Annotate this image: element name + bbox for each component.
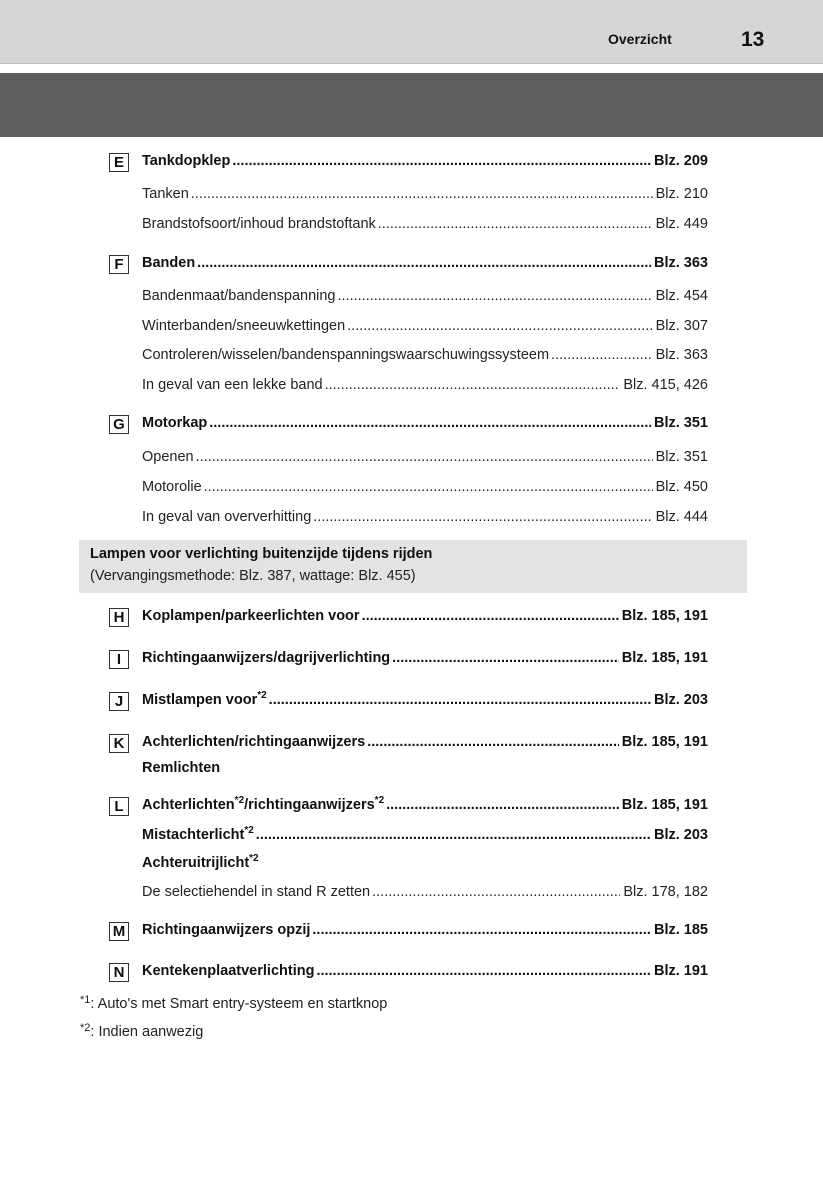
entry-label: Bandenmaat/bandenspanning <box>142 288 336 304</box>
index-entry-achterlichten-opt[interactable] <box>142 797 708 817</box>
letter-badge-n: N <box>109 963 129 982</box>
letter-badge-k: K <box>109 734 129 753</box>
letter-badge-l: L <box>109 797 129 816</box>
index-entry-remlichten[interactable]: Remlichten <box>142 760 221 776</box>
entry-page: Blz. 191 <box>654 963 708 979</box>
letter-badge-h: H <box>109 608 129 627</box>
footnote-text: : Auto's met Smart entry-systeem en startknop <box>90 996 388 1012</box>
footnote-mark: *1 <box>80 994 91 1006</box>
entry-label: Tanken <box>142 186 189 202</box>
entry-label: Tankdopklep <box>142 153 231 169</box>
index-entry-banden[interactable] <box>142 255 708 275</box>
index-subentry[interactable] <box>142 216 708 236</box>
footnote-ref: *2 <box>234 795 245 806</box>
page-header <box>0 0 823 64</box>
entry-page: Blz. 185, 191 <box>621 797 708 813</box>
entry-page: Blz. 203 <box>654 692 708 708</box>
entry-label: Motorkap <box>142 415 208 431</box>
entry-label-b: /richtingaanwijzers <box>244 797 375 813</box>
letter-badge-g: G <box>109 415 129 434</box>
entry-page: Blz. 351 <box>654 415 708 431</box>
footnote <box>80 994 387 1012</box>
entry-label: Achteruitrijlicht <box>142 855 250 871</box>
index-entry-tankdopklep[interactable] <box>142 153 708 173</box>
entry-page: Blz. 449 <box>655 216 708 232</box>
index-entry-koplampen[interactable] <box>142 608 708 628</box>
entry-page: Blz. 210 <box>655 186 708 202</box>
footnote-ref: *2 <box>244 825 254 836</box>
footnote-ref: *2 <box>257 690 267 701</box>
lamps-section-header <box>79 540 747 593</box>
footnote-ref: *2 <box>374 795 385 806</box>
entry-page: Blz. 415, 426 <box>623 377 708 393</box>
entry-page: Blz. 363 <box>655 347 708 363</box>
entry-page: Blz. 363 <box>654 255 708 271</box>
entry-label: Richtingaanwijzers/dagrijverlichting <box>142 650 391 666</box>
entry-label: Mistachterlicht <box>142 827 245 843</box>
lamps-title: Lampen voor verlichting buitenzijde tijdens rijden <box>90 546 433 562</box>
entry-page: Blz. 185, 191 <box>621 734 708 750</box>
letter-badge-e: E <box>109 153 129 172</box>
entry-label: Koplampen/parkeerlichten voor <box>142 608 360 624</box>
index-entry-richtingaanwijzers[interactable] <box>142 650 708 670</box>
entry-page: Blz. 454 <box>655 288 708 304</box>
index-subentry[interactable] <box>142 449 708 469</box>
footnote-text: : Indien aanwezig <box>90 1024 204 1040</box>
footnote-mark: *2 <box>80 1022 91 1034</box>
entry-label: Motorolie <box>142 479 202 495</box>
index-entry-mistlampen[interactable] <box>142 692 708 712</box>
letter-badge-j: J <box>109 692 129 711</box>
index-entry-achterlichten[interactable] <box>142 734 708 754</box>
index-subentry[interactable] <box>142 509 708 529</box>
entry-page: Blz. 185, 191 <box>621 608 708 624</box>
footnote-ref: *2 <box>249 853 259 864</box>
header-band <box>0 73 823 137</box>
letter-badge-m: M <box>109 922 129 941</box>
section-title: Overzicht <box>608 31 672 47</box>
index-subentry[interactable] <box>142 377 708 397</box>
letter-badge-i: I <box>109 650 129 669</box>
entry-label: Achterlichten/richtingaanwijzers <box>142 734 366 750</box>
index-subentry[interactable] <box>142 288 708 308</box>
index-subentry[interactable] <box>142 347 708 367</box>
entry-label: In geval van oververhitting <box>142 509 312 525</box>
entry-label: Winterbanden/sneeuwkettingen <box>142 318 346 334</box>
index-entry-richtingaanwijzers-opzij[interactable] <box>142 922 708 942</box>
entry-page: Blz. 203 <box>654 827 708 843</box>
entry-page: Blz. 185, 191 <box>621 650 708 666</box>
entry-label: Openen <box>142 449 194 465</box>
entry-label: Mistlampen voor <box>142 692 258 708</box>
index-entry-mistachterlicht[interactable] <box>142 827 708 847</box>
entry-label: De selectiehendel in stand R zetten <box>142 884 371 900</box>
entry-page: Blz. 351 <box>655 449 708 465</box>
entry-page: Blz. 307 <box>655 318 708 334</box>
index-subentry[interactable] <box>142 479 708 499</box>
entry-page: Blz. 185 <box>654 922 708 938</box>
entry-label: Brandstofsoort/inhoud brandstoftank <box>142 216 376 232</box>
entry-page: Blz. 178, 182 <box>623 884 708 900</box>
index-entry-motorkap[interactable] <box>142 415 708 435</box>
letter-badge-f: F <box>109 255 129 274</box>
index-entry-kentekenplaat[interactable] <box>142 963 708 983</box>
entry-label: Banden <box>142 255 196 271</box>
index-subentry[interactable] <box>142 884 708 904</box>
index-subentry[interactable] <box>142 318 708 338</box>
entry-page: Blz. 450 <box>655 479 708 495</box>
entry-page: Blz. 209 <box>654 153 708 169</box>
entry-label: Achterlichten <box>142 797 235 813</box>
page-number: 13 <box>741 28 765 51</box>
index-entry-achteruitrijlicht[interactable] <box>142 855 259 871</box>
index-subentry[interactable] <box>142 186 708 206</box>
entry-label: Kentekenplaatverlichting <box>142 963 315 979</box>
entry-label: Controleren/wisselen/bandenspanningswaarschuwingssysteem <box>142 347 550 363</box>
entry-label: In geval van een lekke band <box>142 377 323 393</box>
entry-page: Blz. 444 <box>655 509 708 525</box>
footnote <box>80 1022 203 1040</box>
lamps-subtitle: (Vervangingsmethode: Blz. 387, wattage: Blz. 455) <box>90 568 416 584</box>
entry-label: Richtingaanwijzers opzij <box>142 922 311 938</box>
